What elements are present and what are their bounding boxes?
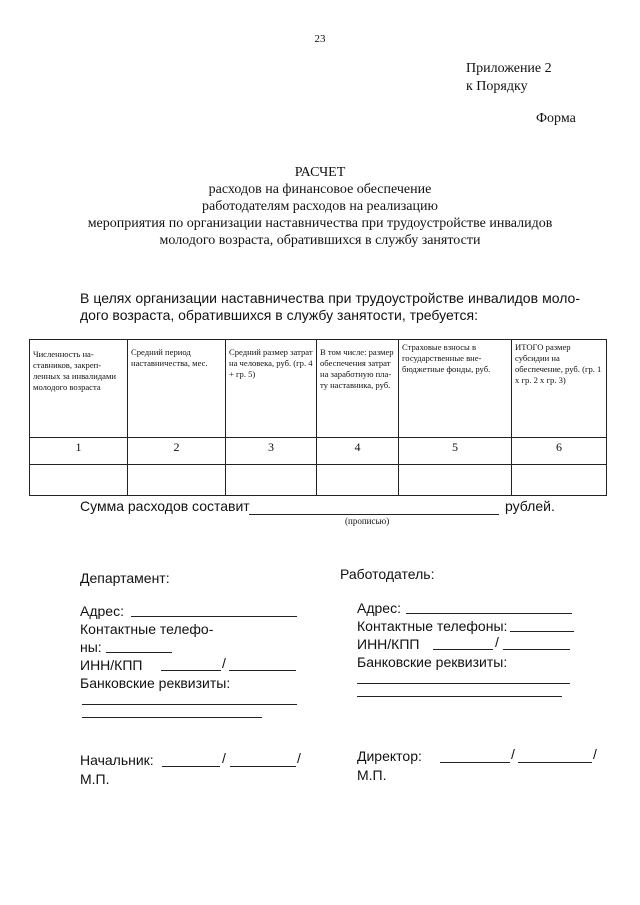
department-inn-separator: / (222, 655, 226, 671)
department-head-label: Начальник: (80, 752, 154, 768)
signature-separator: / (593, 746, 597, 762)
employer-address-field[interactable] (406, 613, 572, 614)
document-title (0, 164, 640, 249)
title-line: расходов на финансовое обеспечение (208, 182, 432, 197)
table-number-row (30, 438, 607, 465)
employer-bank-field[interactable] (357, 683, 570, 684)
table-row (30, 465, 607, 496)
employer-stamp: М.П. (357, 767, 387, 783)
table-column-number: 5 (399, 438, 512, 465)
employer-inn-label: ИНН/КПП (357, 636, 420, 652)
table-column-number: 3 (226, 438, 317, 465)
table-header-cell: ИТОГО размер субсидии на обеспечение, руб. (гр. 1 х гр. 2 х гр. 3) (512, 340, 607, 438)
department-address-label: Адрес: (80, 603, 124, 619)
form-label: Форма (536, 111, 576, 126)
appendix-reference (466, 60, 552, 96)
employer-bank-field[interactable] (357, 696, 562, 697)
department-head-signature[interactable] (162, 766, 220, 767)
signature-separator: / (511, 746, 515, 762)
table-cell[interactable] (226, 465, 317, 496)
table-header-cell: Численность наставников, закрепленных за инвалидами молодого возраста (30, 340, 128, 438)
department-phones-label: Контактные телефо- (80, 621, 214, 637)
signature-separator: / (297, 750, 301, 766)
table-column-number: 2 (128, 438, 226, 465)
employer-inn-separator: / (495, 634, 499, 650)
table-cell[interactable] (128, 465, 226, 496)
title-line: мероприятия по организации наставничества при трудоустройстве инвалидов (87, 216, 553, 231)
department-stamp: М.П. (80, 771, 110, 787)
appendix-line: к Порядку (466, 79, 528, 94)
employer-inn-field[interactable] (433, 649, 493, 650)
page-number: 23 (314, 33, 326, 45)
department-inn-label: ИНН/КПП (80, 657, 143, 673)
table-header-cell: Средний размер затрат на человека, руб. (гр. 4 + гр. 5) (226, 340, 317, 438)
department-heading: Департамент: (80, 570, 170, 586)
table-header-cell: Страховые взносы в государственные внебюджетные фонды, руб. (399, 340, 512, 438)
department-bank-field[interactable] (82, 704, 297, 705)
department-kpp-field[interactable] (229, 670, 296, 671)
employer-address-label: Адрес: (357, 600, 401, 616)
department-phones-field[interactable] (106, 652, 172, 653)
table-header-cell: В том числе: размер обеспечения затрат на заработную плату наставника, руб. (317, 340, 399, 438)
employer-phones-field[interactable] (510, 631, 574, 632)
employer-head-name[interactable] (518, 762, 592, 763)
employer-kpp-field[interactable] (503, 649, 570, 650)
employer-bank-label: Банковские реквизиты: (357, 654, 508, 670)
sum-label: Сумма расходов составит (80, 498, 250, 514)
appendix-line: Приложение 2 (466, 61, 552, 76)
table-cell[interactable] (317, 465, 399, 496)
table-cell[interactable] (512, 465, 607, 496)
title-heading: РАСЧЕТ (294, 165, 346, 180)
department-phones-label-cont: ны: (80, 639, 102, 655)
department-bank-field[interactable] (82, 717, 262, 718)
department-inn-field[interactable] (161, 670, 221, 671)
table-cell[interactable] (30, 465, 128, 496)
employer-head-label: Директор: (357, 748, 422, 764)
sum-hint: (прописью) (345, 516, 390, 526)
department-head-name[interactable] (230, 766, 296, 767)
signature-separator: / (222, 750, 226, 766)
sum-amount-field[interactable] (249, 514, 499, 515)
department-bank-label: Банковские реквизиты: (80, 675, 231, 691)
table-cell[interactable] (399, 465, 512, 496)
employer-head-signature[interactable] (440, 762, 510, 763)
title-line: молодого возраста, обратившихся в службу занятости (159, 233, 481, 248)
table-column-number: 6 (512, 438, 607, 465)
employer-heading: Работодатель: (340, 566, 435, 582)
calculation-table (29, 339, 607, 496)
table-header-row (30, 340, 607, 438)
department-address-field[interactable] (131, 616, 297, 617)
table-header-cell: Средний период наставничества, мес. (128, 340, 226, 438)
intro-paragraph: В целях организации наставничества при трудоустройстве инвалидов молодого возраста, обратившихся в службу занятости, требуется: (80, 290, 580, 323)
sum-unit: рублей. (505, 498, 555, 514)
employer-phones-label: Контактные телефоны: (357, 618, 508, 634)
table-column-number: 1 (30, 438, 128, 465)
title-line: работодателям расходов на реализацию (202, 199, 438, 214)
table-column-number: 4 (317, 438, 399, 465)
